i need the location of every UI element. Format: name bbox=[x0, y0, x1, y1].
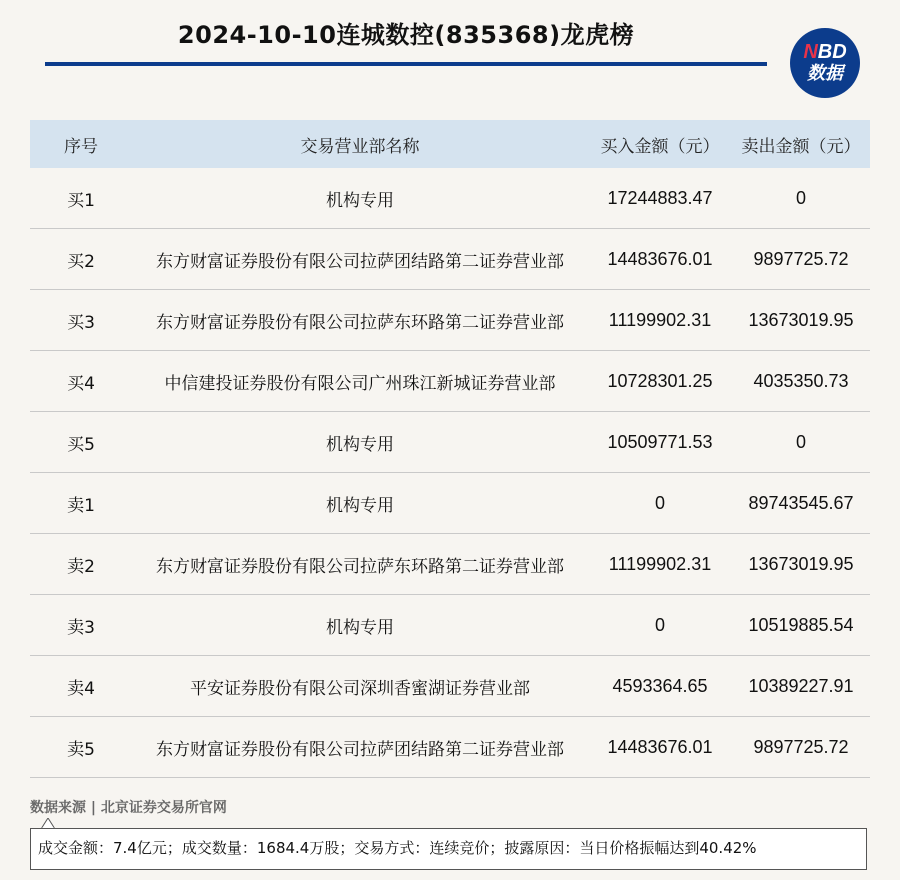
row-sell-amount: 0 bbox=[795, 187, 806, 208]
table-row bbox=[30, 534, 870, 595]
row-branch-name: 机构专用 bbox=[326, 495, 394, 516]
row-sell-amount: 4035350.73 bbox=[753, 370, 849, 391]
table-row bbox=[30, 595, 870, 656]
table-body bbox=[30, 168, 870, 778]
logo-letter-n: N bbox=[803, 41, 818, 63]
title-underline bbox=[45, 62, 767, 66]
table-row bbox=[30, 290, 870, 351]
row-branch-name: 机构专用 bbox=[326, 190, 394, 211]
row-buy-amount: 0 bbox=[654, 492, 665, 513]
row-sell-amount: 13673019.95 bbox=[748, 553, 854, 574]
row-sell-amount: 10389227.91 bbox=[748, 675, 854, 696]
logo-text-nbd bbox=[803, 41, 846, 63]
row-branch-name: 平安证券股份有限公司深圳香蜜湖证券营业部 bbox=[190, 678, 530, 699]
row-seq: 买1 bbox=[67, 190, 95, 211]
col-header-buy: 买入金额（元） bbox=[600, 136, 720, 157]
row-seq: 卖5 bbox=[67, 739, 95, 760]
table-header bbox=[30, 120, 870, 168]
row-sell-amount: 9897725.72 bbox=[753, 248, 849, 269]
row-seq: 买3 bbox=[67, 312, 95, 333]
row-buy-amount: 11199902.31 bbox=[608, 553, 712, 574]
row-buy-amount: 11199902.31 bbox=[608, 309, 712, 330]
row-buy-amount: 14483676.01 bbox=[607, 248, 713, 269]
nbd-logo bbox=[790, 28, 860, 98]
row-buy-amount: 4593364.65 bbox=[612, 675, 708, 696]
table-row bbox=[30, 229, 870, 290]
row-sell-amount: 0 bbox=[795, 431, 806, 452]
row-seq: 买5 bbox=[67, 434, 95, 455]
table-row bbox=[30, 473, 870, 534]
col-header-name: 交易营业部名称 bbox=[300, 136, 420, 157]
nbd-logo-icon bbox=[790, 28, 860, 98]
trade-summary-box: 成交金额：7.4亿元；成交数量：1684.4万股；交易方式：连续竞价；披露原因：当日价格振幅达到40.42% bbox=[30, 828, 867, 870]
row-branch-name: 机构专用 bbox=[326, 434, 394, 455]
page-title: 2024-10-10连城数控(835368)龙虎榜 bbox=[177, 21, 635, 49]
row-branch-name: 机构专用 bbox=[326, 617, 394, 638]
row-branch-name: 东方财富证券股份有限公司拉萨团结路第二证券营业部 bbox=[156, 739, 564, 760]
row-seq: 买2 bbox=[67, 251, 95, 272]
row-seq: 买4 bbox=[67, 373, 95, 394]
row-buy-amount: 0 bbox=[654, 614, 665, 635]
col-header-no: 序号 bbox=[64, 136, 98, 157]
row-seq: 卖3 bbox=[67, 617, 95, 638]
logo-letters-bd: BD bbox=[817, 41, 847, 63]
logo-text-data: 数据 bbox=[807, 63, 843, 84]
row-buy-amount: 10509771.53 bbox=[607, 431, 713, 452]
data-source: 数据来源 | 北京证券交易所官网 bbox=[30, 800, 227, 816]
row-branch-name: 东方财富证券股份有限公司拉萨东环路第二证券营业部 bbox=[156, 556, 564, 577]
row-sell-amount: 9897725.72 bbox=[753, 736, 849, 757]
row-branch-name: 中信建投证券股份有限公司广州珠江新城证券营业部 bbox=[164, 373, 556, 394]
row-buy-amount: 10728301.25 bbox=[607, 370, 713, 391]
table-row bbox=[30, 717, 870, 778]
row-sell-amount: 89743545.67 bbox=[748, 492, 854, 513]
dragon-tiger-table bbox=[30, 120, 870, 778]
row-buy-amount: 17244883.47 bbox=[607, 187, 713, 208]
row-buy-amount: 14483676.01 bbox=[607, 736, 713, 757]
row-branch-name: 东方财富证券股份有限公司拉萨团结路第二证券营业部 bbox=[156, 251, 564, 272]
row-sell-amount: 10519885.54 bbox=[748, 614, 854, 635]
row-sell-amount: 13673019.95 bbox=[748, 309, 854, 330]
row-seq: 卖2 bbox=[67, 556, 95, 577]
table-row bbox=[30, 656, 870, 717]
row-seq: 卖4 bbox=[67, 678, 95, 699]
col-header-sell: 卖出金额（元） bbox=[741, 136, 861, 157]
row-seq: 卖1 bbox=[67, 495, 95, 516]
table-row bbox=[30, 168, 870, 229]
table-row bbox=[30, 351, 870, 412]
table-row bbox=[30, 412, 870, 473]
row-branch-name: 东方财富证券股份有限公司拉萨东环路第二证券营业部 bbox=[156, 312, 564, 333]
